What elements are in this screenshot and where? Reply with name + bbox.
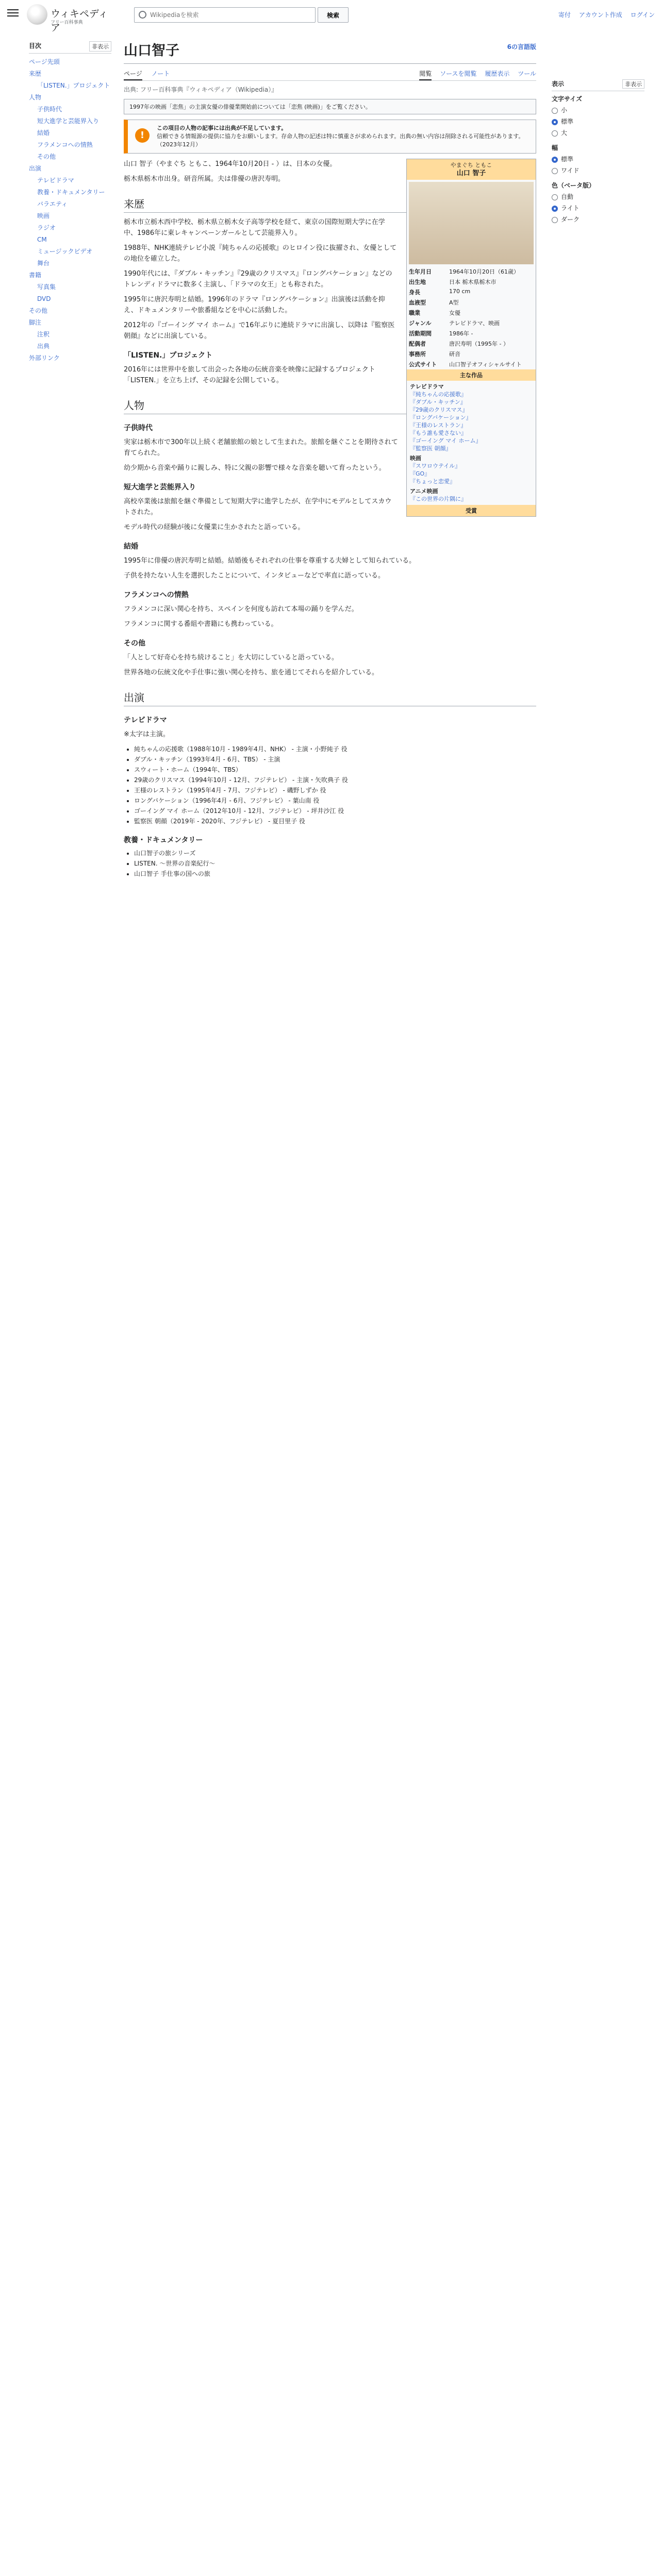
radio-icon	[552, 157, 558, 163]
toc-item[interactable]: 出演	[29, 165, 42, 172]
infobox-work-link[interactable]: 『GO』	[410, 470, 431, 477]
toc-item[interactable]: 出典	[37, 343, 50, 350]
radio-label: 自動	[561, 193, 574, 200]
site-logo[interactable]	[27, 4, 109, 33]
infobox-key: ジャンル	[409, 320, 432, 327]
radio-label: ダーク	[561, 216, 580, 223]
tab-read[interactable]: 閲覧	[419, 70, 432, 80]
infobox-value: 唐沢寿明（1995年 - ）	[449, 341, 509, 347]
list-item: • 29歳のクリスマス（1994年10月 - 12月、フジテレビ） - 主演・矢吹典子 役	[134, 775, 536, 785]
radio-label: 大	[561, 129, 568, 137]
heading-other: その他	[124, 639, 145, 648]
radio-option[interactable]	[552, 128, 644, 137]
radio-option[interactable]	[552, 155, 644, 163]
toc-item[interactable]: 映画	[37, 212, 50, 219]
width-label: 幅	[552, 144, 558, 151]
flamenco-paragraph: フラメンコに深い関心を持ち、スペインを何度も訪れて本場の踊りを学んだ。	[124, 605, 358, 613]
radio-icon	[552, 119, 558, 125]
marriage-paragraph: 1995年に俳優の唐沢寿明と結婚。結婚後もそれぞれの仕事を尊重する夫婦として知られている。	[124, 557, 416, 565]
infobox-work-link[interactable]: 『純ちゃんの応援歌』	[410, 391, 467, 398]
warning-icon: !	[135, 128, 150, 143]
infobox-work-link[interactable]: 『もう誰も愛さない』	[410, 430, 467, 436]
infobox-table	[407, 266, 536, 369]
page-title: 山口智子	[124, 36, 536, 64]
radio-option[interactable]	[552, 117, 644, 126]
search-input[interactable]	[149, 10, 306, 20]
toc-item[interactable]: その他	[37, 153, 56, 160]
table-of-contents	[29, 41, 111, 366]
toc-item[interactable]: 人物	[29, 94, 42, 101]
infobox-value: 日本 栃木県栃木市	[449, 279, 496, 285]
list-item: • スウィート・ホーム（1994年、TBS）	[134, 765, 536, 775]
other-paragraph: 「人として好奇心を持ち続けること」を大切にしていると語っている。	[124, 654, 339, 662]
infobox-value: 170 cm	[449, 288, 471, 295]
infobox-value: テレビドラマ、映画	[449, 320, 500, 327]
infobox-name: 山口 智子	[456, 170, 486, 177]
list-item: • 山口智子の旅シリーズ	[134, 848, 536, 858]
radio-label: 小	[561, 107, 568, 114]
citation-needed-box	[124, 120, 536, 154]
college-paragraph: モデル時代の経験が後に女優業に生かされたと語っている。	[124, 523, 305, 531]
radio-option[interactable]	[552, 215, 644, 224]
tab-talk[interactable]: ノート	[151, 70, 170, 77]
heading-person: 人物	[124, 397, 536, 414]
appearance-panel	[552, 72, 644, 226]
infobox-value: 女優	[449, 310, 460, 316]
infobox-value: 研音	[449, 351, 460, 358]
works-movie-label: 映画	[410, 455, 421, 462]
infobox-key: 出生地	[409, 279, 426, 285]
marriage-paragraph: 子供を持たない人生を選択したことについて、インタビューなどで率直に語っている。	[124, 572, 385, 580]
infobox-header	[407, 159, 536, 180]
heading-appearances: 出演	[124, 689, 536, 706]
radio-label: 標準	[561, 156, 574, 163]
infobox-value: 1964年10月20日（61歳）	[449, 268, 519, 275]
infobox-value: 山口智子オフィシャルサイト	[449, 361, 522, 368]
infobox-row	[407, 318, 536, 328]
radio-label: ライト	[561, 205, 580, 212]
infobox-kana: やまぐち ともこ	[450, 162, 492, 168]
history-paragraph: 1990年代には、『ダブル・キッチン』『29歳のクリスマス』『ロングバケーション』などのトレンディドラマに数多く主演し、「ドラマの女王」とも称された。	[124, 270, 392, 289]
site-header	[0, 0, 662, 31]
toc-hide-button[interactable]: 非表示	[89, 41, 111, 52]
infobox-row	[407, 338, 536, 349]
appearance-header	[552, 79, 644, 91]
language-button[interactable]: 6の言語版	[507, 43, 536, 50]
search-button[interactable]: 検索	[318, 7, 349, 23]
toc-list	[29, 58, 111, 363]
radio-icon	[552, 130, 558, 137]
infobox-key: 活動期間	[409, 330, 432, 337]
toc-item[interactable]: 脚注	[29, 319, 42, 326]
search-box	[134, 7, 316, 23]
tab-view-source[interactable]: ソースを閲覧	[440, 70, 477, 77]
list-item: • ロングバケーション（1996年4月 - 6月、フジテレビ） - 葉山南 役	[134, 795, 536, 806]
heading-tv-drama: テレビドラマ	[124, 716, 167, 724]
lead-paragraph-2: 栃木県栃木市出身。研音所属。夫は俳優の唐沢寿明。	[124, 175, 285, 183]
heading-history: 来歴	[124, 196, 536, 213]
toc-item[interactable]: DVD	[37, 295, 51, 302]
toc-title: 目次	[29, 42, 42, 49]
appearance-title: 表示	[552, 80, 565, 88]
toc-item[interactable]: 結婚	[37, 129, 50, 137]
infobox-row	[407, 277, 536, 287]
list-item: • 監察医 朝顔（2019年 - 2020年、フジテレビ） - 夏目里子 役	[134, 816, 536, 826]
toc-item[interactable]: その他	[29, 307, 48, 314]
other-paragraph: 世界各地の伝統文化や手仕事に強い関心を持ち、旅を通じてそれらを紹介している。	[124, 669, 379, 676]
infobox-work-link[interactable]: 『ダブル・キッチン』	[410, 399, 466, 405]
infobox-key: 配偶者	[409, 341, 426, 347]
appearance-hide-button[interactable]: 非表示	[622, 79, 644, 89]
user-links	[552, 10, 655, 19]
heading-flamenco: フラメンコへの情熱	[124, 591, 189, 599]
list-item: • ゴーイング マイ ホーム（2012年10月 - 12月、フジテレビ） - 坪井沙江 役	[134, 806, 536, 816]
list-item: • ダブル・キッチン（1993年4月 - 6月、TBS） - 主演	[134, 754, 536, 765]
infobox-work-link[interactable]: 『ちょっと恋愛』	[410, 478, 455, 485]
works-tv-label: テレビドラマ	[410, 383, 444, 390]
radio-icon	[552, 108, 558, 114]
search-icon	[139, 11, 146, 19]
infobox-key: 血液型	[409, 299, 426, 306]
toc-item[interactable]: 子供時代	[37, 106, 62, 113]
history-paragraph: 1995年に唐沢寿明と結婚。1996年のドラマ『ロングバケーション』出演後は活動を抑え、ドキュメンタリーや旅番組などを中心に活動した。	[124, 296, 385, 314]
infobox-key: 事務所	[409, 351, 426, 358]
heading-documentary: 教養・ドキュメンタリー	[124, 836, 203, 844]
heading-marriage: 結婚	[124, 543, 138, 551]
infobox-key: 公式サイト	[409, 361, 437, 368]
toc-item[interactable]: ラジオ	[37, 224, 56, 231]
site-name: ウィキペディア	[51, 8, 108, 33]
infobox-key: 身長	[409, 289, 420, 296]
toc-item[interactable]: バラエティ	[37, 200, 68, 208]
toc-item[interactable]: ページ先頭	[29, 58, 60, 65]
radio-option[interactable]	[552, 192, 644, 201]
toc-item[interactable]: CM	[37, 236, 47, 243]
page-tabs	[124, 67, 536, 81]
donate-link[interactable]: 寄付	[558, 11, 571, 19]
infobox-row	[407, 287, 536, 297]
history-paragraph: 栃木市立栃木西中学校、栃木県立栃木女子高等学校を経て、東京の国際短期大学に在学中、1986年に東レキャンペーンガールとして芸能界入り。	[124, 218, 385, 237]
main-content	[124, 36, 536, 881]
infobox-row	[407, 359, 536, 369]
infobox-works-header: 主な作品	[407, 369, 536, 381]
toc-item[interactable]: 写真集	[37, 283, 56, 291]
infobox-value: A型	[449, 299, 459, 306]
toc-item[interactable]: 来歴	[29, 70, 42, 77]
toc-item[interactable]: ミュージックビデオ	[37, 248, 93, 255]
source-note: 出典: フリー百科事典『ウィキペディア（Wikipedia）』	[124, 86, 278, 93]
tab-page[interactable]: ページ	[124, 70, 142, 80]
infobox-key: 生年月日	[409, 268, 432, 275]
child-paragraph: 実家は栃木市で300年以上続く老舗旅館の娘として生まれた。旅館を継ぐことを期待されて育てられた。	[124, 438, 398, 457]
tv-note: ※太字は主演。	[124, 731, 170, 738]
wikipedia-globe-icon	[27, 4, 47, 25]
list-item: • LISTEN. 〜世界の音楽紀行〜	[134, 858, 536, 869]
ambox-body: 信頼できる情報源の提供に協力をお願いします。存命人物の記述は特に慎重さが求められます。出典の無い内容は削除される可能性があります。（2023年12月）	[157, 133, 524, 148]
list-item: • 純ちゃんの応援歌（1988年10月 - 1989年4月、NHK） - 主演・小野純子 役	[134, 744, 536, 754]
toc-item[interactable]: 注釈	[37, 331, 50, 338]
infobox-works	[407, 381, 536, 505]
radio-option[interactable]	[552, 204, 644, 212]
infobox-work-link[interactable]: 『スワロウテイル』	[410, 463, 461, 469]
toc-item[interactable]: 「LISTEN.」プロジェクト	[37, 82, 110, 89]
toc-item[interactable]: 教養・ドキュメンタリー	[37, 189, 105, 196]
infobox-value: 1986年 -	[449, 330, 473, 337]
list-item: • 山口智子 手仕事の国への旅	[134, 869, 536, 879]
infobox-row	[407, 308, 536, 318]
radio-icon	[552, 194, 558, 200]
search-form	[134, 7, 351, 23]
site-tagline: フリー百科事典	[51, 20, 83, 25]
toc-item[interactable]: 短大進学と芸能界入り	[37, 117, 100, 125]
history-paragraph: 1988年、NHK連続テレビ小説『純ちゃんの応援歌』のヒロイン役に抜擢され、女優としての地位を確立した。	[124, 244, 397, 263]
tab-tools[interactable]: ツール	[518, 70, 536, 77]
college-paragraph: 高校卒業後は旅館を継ぐ準備として短期大学に進学したが、在学中にモデルとしてスカウトされた。	[124, 498, 392, 516]
lead-paragraph: 山口 智子（やまぐち ともこ、1964年10月20日 - ）は、日本の女優。	[124, 160, 337, 168]
radio-option[interactable]	[552, 166, 644, 175]
infobox-work-link[interactable]: 『王様のレストラン』	[410, 422, 467, 429]
works-anime-label: アニメ映画	[410, 488, 438, 495]
infobox-work-link[interactable]: 『監察医 朝顔』	[410, 445, 452, 452]
child-paragraph: 幼少期から音楽や踊りに親しみ、特に父親の影響で様々な音楽を聴いて育ったという。	[124, 464, 386, 472]
flamenco-paragraph: フラメンコに関する番組や書籍にも携わっている。	[124, 620, 278, 628]
infobox-row	[407, 297, 536, 308]
infobox-row	[407, 349, 536, 359]
radio-option[interactable]	[552, 106, 644, 114]
ambox-title: この項目の人物の記事には出典が不足しています。	[157, 125, 287, 131]
radio-icon	[552, 206, 558, 212]
create-account-link[interactable]: アカウント作成	[578, 11, 622, 19]
list-item: • 王様のレストラン（1995年4月 - 7月、フジテレビ） - 磯野しずか 役	[134, 785, 536, 795]
login-link[interactable]: ログイン	[630, 11, 655, 19]
text-size-label: 文字サイズ	[552, 95, 583, 103]
toc-item[interactable]: フラメンコへの情熱	[37, 141, 93, 148]
color-label: 色（ベータ版）	[552, 182, 595, 189]
infobox-key: 職業	[409, 310, 420, 316]
radio-icon	[552, 217, 558, 223]
main-menu-icon[interactable]	[7, 7, 19, 19]
heading-listen: 「LISTEN.」プロジェクト	[124, 351, 213, 360]
infobox-work-link[interactable]: 『29歳のクリスマス』	[410, 406, 468, 413]
infobox-row	[407, 266, 536, 277]
radio-label: 標準	[561, 118, 574, 125]
infobox-work-link[interactable]: 『この世界の片隅に』	[410, 496, 467, 502]
infobox	[406, 159, 536, 517]
heading-childhood: 子供時代	[124, 424, 153, 432]
toc-header	[29, 41, 111, 54]
toc-item[interactable]: 舞台	[37, 260, 50, 267]
radio-label: ワイド	[561, 167, 580, 174]
infobox-work-link[interactable]: 『ロングバケーション』	[410, 414, 472, 421]
listen-paragraph: 2016年には世界中を旅して出会った各地の伝統音楽を映像に記録するプロジェクト「LISTEN.」を立ち上げ、その記録を公開している。	[124, 366, 375, 384]
radio-icon	[552, 168, 558, 174]
toc-item[interactable]: テレビドラマ	[37, 177, 74, 184]
history-paragraph: 2012年の『ゴーイング マイ ホーム』で16年ぶりに連続ドラマに出演し、以降は『監察医 朝顔』などに出演している。	[124, 321, 395, 340]
infobox-work-link[interactable]: 『ゴーイング マイ ホーム』	[410, 437, 482, 444]
heading-college: 短大進学と芸能界入り	[124, 483, 196, 492]
tab-history[interactable]: 履歴表示	[485, 70, 510, 77]
portrait-image[interactable]	[409, 182, 534, 264]
documentary-list	[124, 848, 536, 879]
toc-item[interactable]: 外部リンク	[29, 354, 60, 362]
tv-drama-list	[124, 744, 536, 826]
infobox-awards[interactable]: 受賞	[407, 505, 536, 516]
infobox-row	[407, 328, 536, 338]
hatnote: 1997年の映画「恋焦」の主演女優の俳優業開始前については「恋焦 (映画)」をご覧ください。	[124, 99, 536, 114]
toc-item[interactable]: 書籍	[29, 272, 42, 279]
